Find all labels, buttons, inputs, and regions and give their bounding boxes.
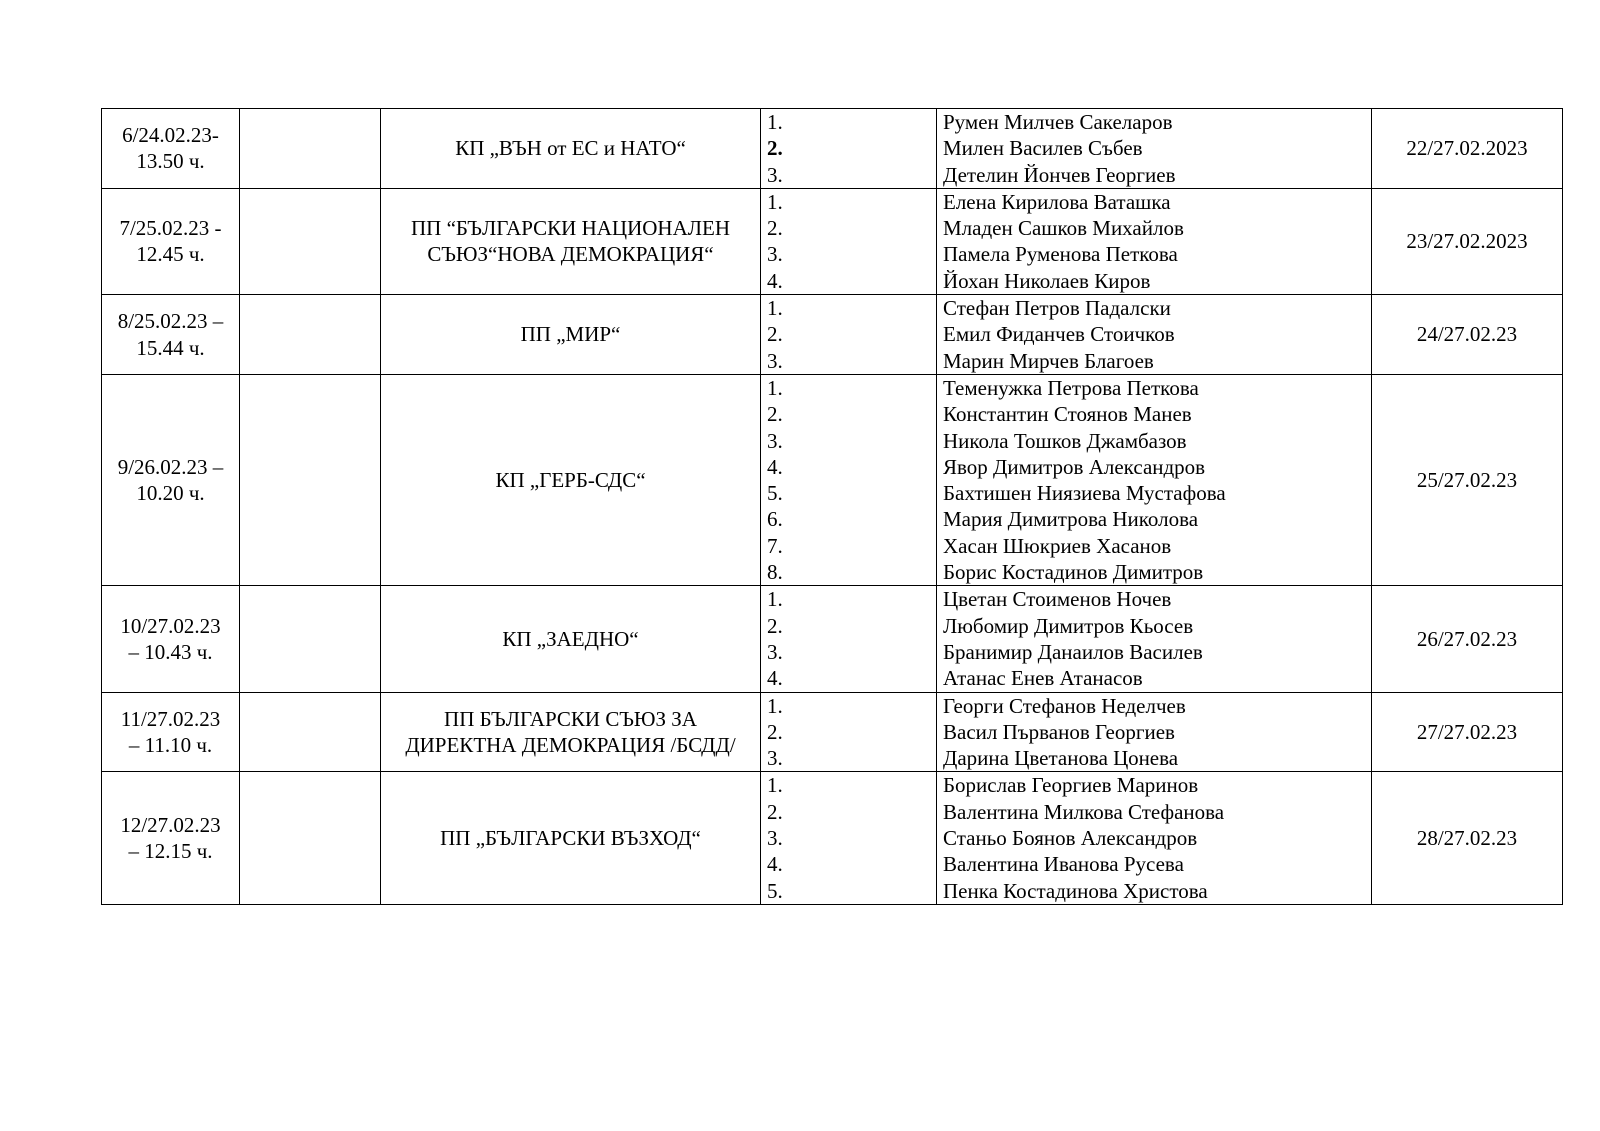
candidate-number: 1. [767, 773, 783, 798]
candidate-name: Стефан Петров Падалски [943, 296, 1171, 321]
candidate-number-cell [761, 374, 937, 585]
candidate-number-cell [761, 188, 937, 294]
candidate-name: Явор Димитров Александров [943, 454, 1206, 479]
table-row [102, 295, 1563, 375]
candidate-names-cell [937, 692, 1372, 772]
candidate-number: 8. [767, 560, 783, 585]
candidate-number-cell [761, 109, 937, 189]
table-row [102, 772, 1563, 904]
candidate-name: Любомир Димитров Кьосев [943, 613, 1194, 638]
candidate-number: 4. [767, 454, 783, 479]
candidate-number: 1. [767, 189, 783, 214]
party-name-text: КП „ГЕРБ-СДС“ [495, 468, 646, 492]
candidate-name: Детелин Йончев Георгиев [943, 162, 1176, 187]
table-body [102, 109, 1563, 905]
candidate-name: Памела Руменова Петкова [943, 242, 1178, 267]
empty-cell [240, 692, 381, 772]
candidate-number: 3. [767, 746, 783, 771]
candidate-number: 3. [767, 639, 783, 664]
candidate-number: 4. [767, 666, 783, 691]
decision-number: 28/27.02.23 [1416, 826, 1518, 851]
empty-cell [240, 188, 381, 294]
submission-date-text: 12.45 ч. [136, 242, 205, 267]
submission-date-cell [102, 692, 240, 772]
candidate-number: 3. [767, 428, 783, 453]
decision-number-cell [1372, 772, 1563, 904]
submission-date-text: – 11.10 ч. [128, 732, 213, 757]
candidate-number: 2. [767, 402, 783, 427]
candidate-name: Бранимир Данаилов Василев [943, 639, 1203, 664]
submission-date-cell [102, 295, 240, 375]
candidate-name: Милен Василев Събев [943, 136, 1143, 161]
candidate-number: 1. [767, 693, 783, 718]
empty-cell [240, 109, 381, 189]
party-name-cell [381, 374, 761, 585]
party-name-text: ПП „МИР“ [520, 322, 621, 347]
candidate-name: Йохан Николаев Киров [943, 268, 1151, 293]
party-name-text: ПП “БЪЛГАРСКИ НАЦИОНАЛЕН [410, 216, 730, 241]
party-name-cell [381, 772, 761, 904]
party-name-text: КП „ЗАЕДНО“ [502, 626, 639, 651]
candidate-number: 4. [767, 852, 783, 877]
submission-date-cell [102, 109, 240, 189]
candidate-number: 2. [767, 719, 783, 744]
candidate-number-cell [761, 772, 937, 904]
candidate-number: 3. [767, 348, 783, 373]
party-name-cell [381, 295, 761, 375]
submission-date-cell [102, 374, 240, 585]
submission-date-text: – 12.15 ч. [128, 839, 213, 864]
decision-number-cell [1372, 188, 1563, 294]
candidate-name: Георги Стефанов Неделчев [943, 693, 1186, 718]
decision-number: 25/27.02.23 [1416, 468, 1518, 492]
submission-date-text: 10.20 ч. [136, 481, 205, 506]
candidate-name: Константин Стоянов Манев [943, 402, 1192, 427]
candidate-names-cell [937, 586, 1372, 692]
decision-number-cell [1372, 586, 1563, 692]
empty-cell [240, 586, 381, 692]
candidate-registration-table [101, 108, 1563, 905]
decision-number: 22/27.02.2023 [1406, 136, 1528, 161]
candidate-name: Станьо Боянов Александров [943, 826, 1198, 851]
submission-date-text: 13.50 ч. [136, 149, 205, 174]
submission-date-text: 8/25.02.23 – [117, 309, 224, 334]
candidate-names-cell [937, 295, 1372, 375]
candidate-name: Васил Първанов Георгиев [943, 719, 1175, 744]
candidate-name: Атанас Енев Атанасов [943, 666, 1143, 691]
decision-number-cell [1372, 374, 1563, 585]
submission-date-text: 11/27.02.23 [120, 706, 221, 731]
party-name-text: ПП БЪЛГАРСКИ СЪЮЗ ЗА [444, 706, 697, 731]
candidate-number: 2. [767, 216, 783, 241]
candidate-number: 3. [767, 242, 783, 267]
candidate-names-cell [937, 772, 1372, 904]
decision-number-cell [1372, 692, 1563, 772]
party-name-text: ПП „БЪЛГАРСКИ ВЪЗХОД“ [440, 826, 701, 851]
submission-date-text: 12/27.02.23 [120, 812, 221, 837]
submission-date-cell [102, 772, 240, 904]
candidate-name: Теменужка Петрова Петкова [943, 375, 1199, 400]
candidate-number-cell [761, 586, 937, 692]
candidate-number-cell [761, 692, 937, 772]
decision-number: 23/27.02.2023 [1406, 229, 1528, 254]
candidate-name: Бахтишен Ниязиева Мустафова [943, 481, 1226, 506]
candidate-number: 1. [767, 375, 783, 400]
party-name-text: ДИРЕКТНА ДЕМОКРАЦИЯ /БСДД/ [405, 732, 736, 757]
candidate-names-cell [937, 188, 1372, 294]
candidate-number-cell [761, 295, 937, 375]
candidate-number: 2. [767, 136, 783, 161]
candidate-number: 5. [767, 481, 783, 506]
candidate-number: 5. [767, 878, 783, 903]
decision-number: 26/27.02.23 [1416, 626, 1518, 651]
candidate-number: 1. [767, 296, 783, 321]
candidate-number: 3. [767, 826, 783, 851]
decision-number: 24/27.02.23 [1416, 322, 1518, 347]
candidate-name: Младен Сашков Михайлов [943, 216, 1184, 241]
candidate-number: 2. [767, 799, 783, 824]
candidate-name: Елена Кирилова Ваташка [943, 189, 1171, 214]
candidate-name: Пенка Костадинова Христова [943, 878, 1208, 903]
empty-cell [240, 772, 381, 904]
party-name-cell [381, 586, 761, 692]
empty-cell [240, 374, 381, 585]
table-row [102, 374, 1563, 585]
party-name-text: КП „ВЪН от ЕС и НАТО“ [455, 136, 686, 161]
submission-date-text: 7/25.02.23 - [119, 216, 222, 241]
candidate-number: 7. [767, 533, 783, 558]
submission-date-cell [102, 586, 240, 692]
candidate-name: Хасан Шюкриев Хасанов [943, 533, 1172, 558]
decision-number: 27/27.02.23 [1416, 719, 1518, 744]
table-row [102, 692, 1563, 772]
candidate-name: Марин Мирчев Благоев [943, 348, 1154, 373]
table-row [102, 109, 1563, 189]
party-name-cell [381, 692, 761, 772]
table-row [102, 586, 1563, 692]
candidate-number: 4. [767, 268, 783, 293]
candidate-name: Борис Костадинов Димитров [943, 560, 1204, 585]
candidate-number: 2. [767, 613, 783, 638]
candidate-name: Румен Милчев Сакеларов [943, 110, 1173, 134]
submission-date-text: 15.44 ч. [136, 335, 205, 360]
candidate-number: 2. [767, 322, 783, 347]
party-name-cell [381, 188, 761, 294]
candidate-name: Валентина Иванова Русева [943, 852, 1184, 877]
candidate-number: 1. [767, 110, 783, 134]
candidate-name: Борислав Георгиев Маринов [943, 773, 1199, 798]
candidate-name: Дарина Цветанова Цонева [943, 746, 1179, 771]
submission-date-text: – 10.43 ч. [128, 639, 213, 664]
candidate-name: Мария Димитрова Николова [943, 507, 1199, 532]
candidate-number: 6. [767, 507, 783, 532]
decision-number-cell [1372, 109, 1563, 189]
candidate-names-cell [937, 374, 1372, 585]
submission-date-text: 9/26.02.23 – [117, 454, 224, 479]
party-name-cell [381, 109, 761, 189]
submission-date-text: 10/27.02.23 [120, 613, 221, 638]
candidate-number: 3. [767, 162, 783, 187]
candidate-number: 1. [767, 587, 783, 612]
candidate-names-cell [937, 109, 1372, 189]
submission-date-cell [102, 188, 240, 294]
candidate-name: Цветан Стоименов Ночев [943, 587, 1172, 612]
candidate-name: Емил Фиданчев Стоичков [943, 322, 1175, 347]
party-name-text: СЪЮЗ“НОВА ДЕМОКРАЦИЯ“ [427, 242, 714, 267]
empty-cell [240, 295, 381, 375]
candidate-name: Валентина Милкова Стефанова [943, 799, 1225, 824]
candidate-name: Никола Тошков Джамбазов [943, 428, 1187, 453]
table-row [102, 188, 1563, 294]
submission-date-text: 6/24.02.23- [122, 123, 219, 148]
decision-number-cell [1372, 295, 1563, 375]
